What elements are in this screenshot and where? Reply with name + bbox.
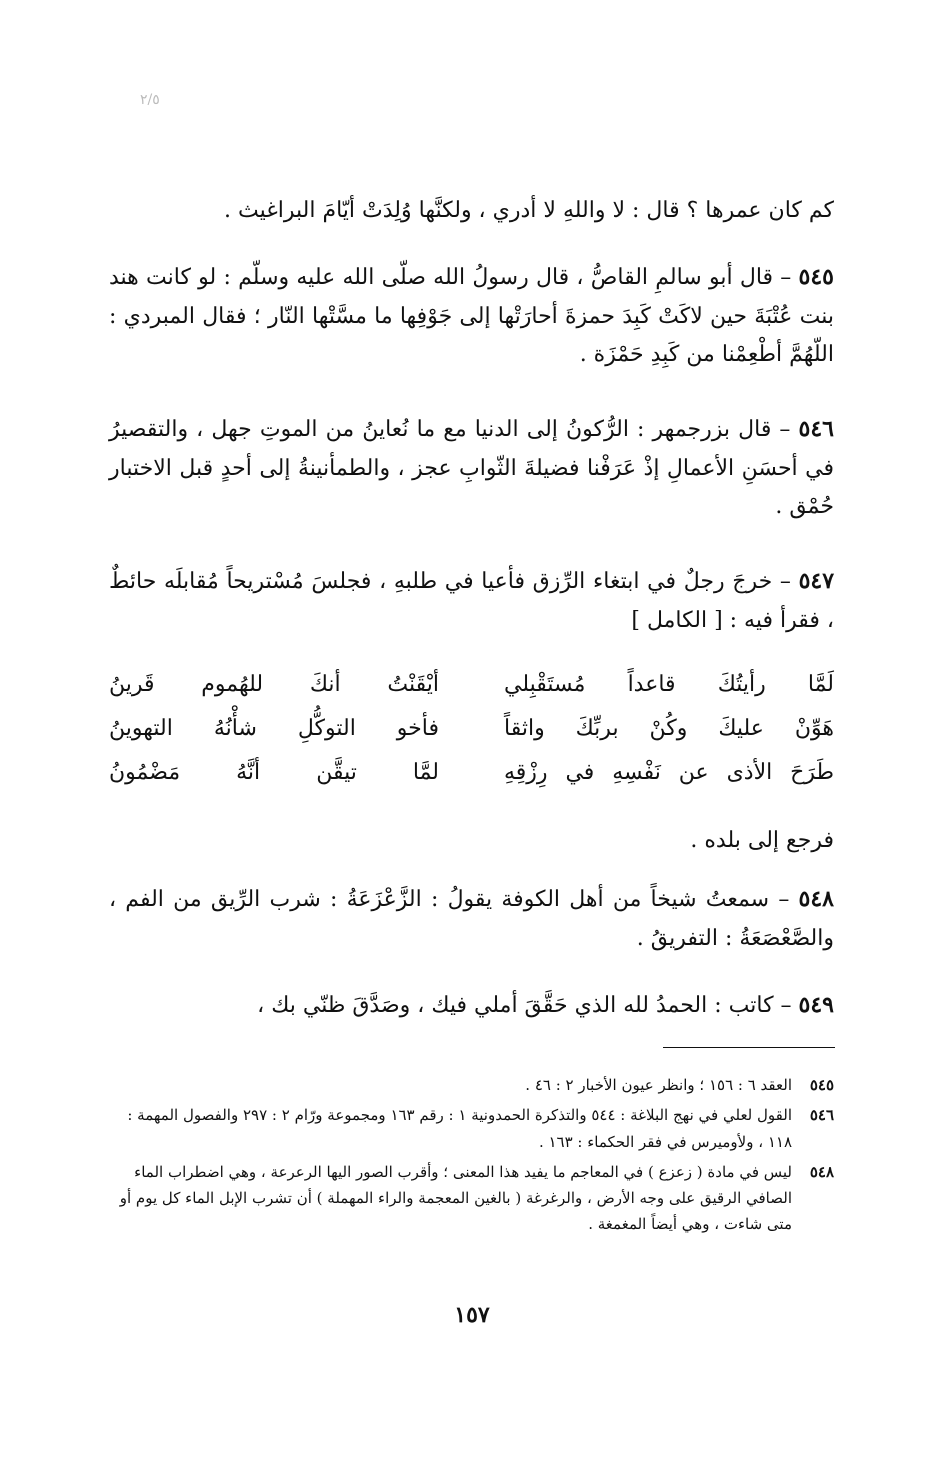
footnote-number: ٥٤٥ [809, 1076, 834, 1094]
paragraph-number: ٥٤٧ [798, 568, 835, 594]
paragraph-text: – قال أبو سالمِ القاصُّ ، قال رسولُ الله صلّى الله عليه وسلّم : لو كانت هند بنت عُتْبَةَ حين لاكَتْ كَبِدَ حمزةَ أحارَتْها إلى جَوْفِها ما مسَّتْها النّار ؛ فقال المبردي : اللّهُمَّ أطْعِمْنا من كَبِدِ حَمْزَة . [109, 265, 834, 367]
poem-verse [109, 662, 834, 706]
footnote [109, 1102, 834, 1155]
poem [109, 662, 834, 794]
footnote-divider [663, 1047, 835, 1048]
paragraph-547 [109, 562, 834, 640]
paragraph-text: فرجع إلى بلده . [690, 828, 834, 853]
footnote-number: ٥٤٦ [809, 1106, 834, 1125]
page-number: ١٥٧ [454, 1302, 490, 1328]
verse-first-hemistich: طَرَحَ الأذى عن نَفْسِهِ في رِزْقِهِ [504, 759, 834, 785]
paragraph-number: ٥٤٦ [798, 416, 834, 442]
paragraph-text: – كاتب : الحمدُ لله الذي حَقَّقَ أملي فيك ، وصَدَّقَ ظنّي بك ، [257, 993, 792, 1018]
footnote-text: ليس في مادة ( زعزع ) في المعاجم ما يفيد هذا المعنى ؛ وأقرب الصور اليها الرعرعة ، وهي اضطراب الماء الصافي الرقيق على وجه الأرض ، والرغرغة ( بالغين المعجمة والراء المهملة ) أن تشرب الإبل الماء كل يوم أو متى شاءت ، وهي أيضاً المغمغة . [119, 1162, 792, 1234]
footnote-number: ٥٤٨ [809, 1162, 834, 1181]
poem-verse [109, 750, 834, 794]
footnote-text: العقد ٦ : ١٥٦ ؛ وانظر عيون الأخبار ٢ : ٤٦ . [525, 1076, 792, 1094]
verse-second-hemistich: أيْقَنْتُ أنكَ للهُموم قَرينُ [109, 671, 439, 697]
paragraph-number: ٥٤٨ [798, 886, 834, 912]
paragraph-number: ٥٤٩ [798, 992, 834, 1018]
paragraph-545 [109, 258, 834, 375]
paragraph-text: – سمعتُ شيخاً من أهل الكوفة يقولُ : الزَّعْزَعَةُ : شرب الرِّيق من الفم ، والصَّعْصَعَةُ : التفريقُ . [109, 887, 834, 951]
after-poem-line [109, 822, 834, 861]
paragraph-text: – قال بزرجمهر : الرُّكونُ إلى الدنيا مع ما نُعاينُ من الموتِ جهل ، والتقصيرُ في أحسَنِ الأعمالِ إذْ عَرَفْنا فضيلةَ الثّوابِ عجز ، والطمأنينةُ إلى أحدٍ قبل الاختبار حُمْق . [109, 417, 834, 519]
footnote-text: القول لعلي في نهج البلاغة : ٥٤٤ والتذكرة الحمدونية ١ : رقم ١٦٣ ومجموعة ورّام ٢ : ٢٩٧ والفصول المهمة : ١١٨ ، ولأوميرس في فقر الحكماء : ١٦٣ . [127, 1106, 792, 1151]
poem-verse [109, 706, 834, 750]
paragraph-number: ٥٤٥ [798, 264, 834, 290]
paragraph-continuation [109, 192, 834, 231]
paragraph-text: كم كان عمرها ؟ قال : لا واللهِ لا أدري ، ولكنَّها وُلِدَتْ أيّامَ البراغيث . [224, 198, 834, 223]
verse-second-hemistich: لمَّا تيقَّن أنَّهُ مَضْمُونُ [109, 759, 439, 785]
paragraph-548 [109, 880, 834, 958]
footnote [109, 1072, 834, 1098]
footnote [109, 1159, 834, 1238]
verse-second-hemistich: فأخو التوكُّلِ شأْنُهُ التهوينُ [109, 715, 439, 741]
faint-corner-mark: ٢/٥ [140, 92, 160, 108]
paragraph-549 [109, 986, 834, 1026]
paragraph-text: – خرجَ رجلٌ في ابتغاء الرِّزق فأعيا في طلبهِ ، فجلسَ مُسْتريحاً مُقابلَه حائطٌ ، فقرأ فيه : [ الكامل ] [109, 569, 834, 633]
paragraph-546 [109, 410, 834, 527]
verse-first-hemistich: لَمَّا رأيتُكَ قاعداً مُستَقْبِلي [504, 671, 834, 697]
footnotes [109, 1072, 834, 1242]
verse-first-hemistich: هَوِّنْ عليكَ وكُنْ بربِّكَ واثقاً [504, 715, 834, 741]
